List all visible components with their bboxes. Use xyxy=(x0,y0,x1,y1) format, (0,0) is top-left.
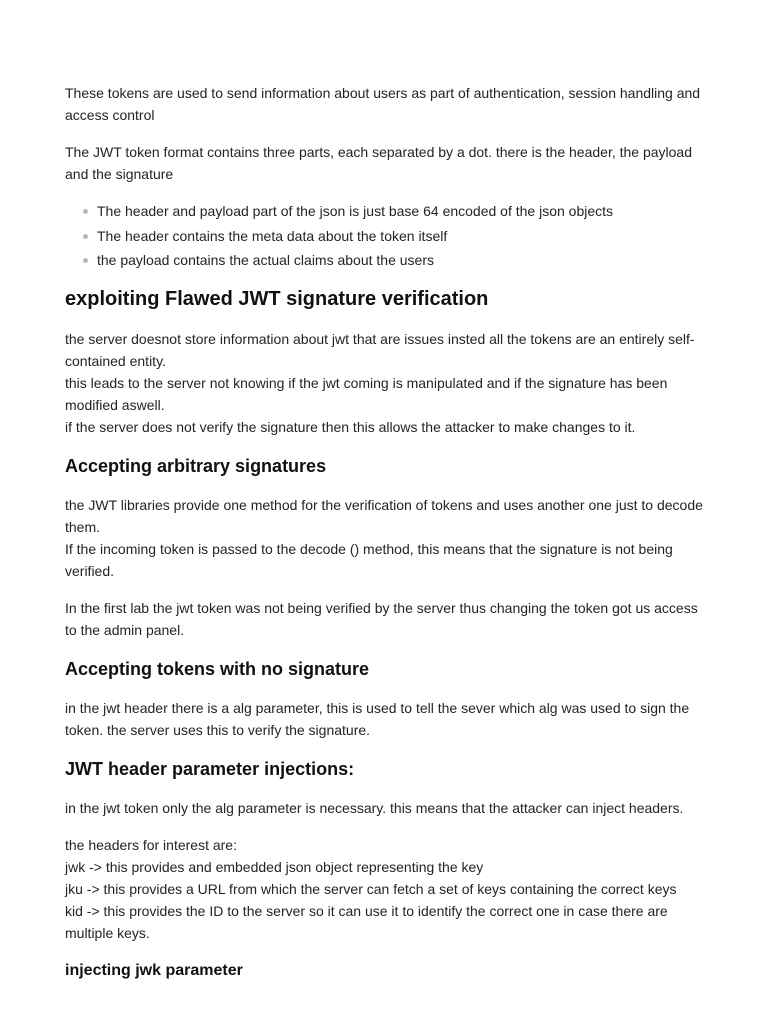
list-item-text: The header and payload part of the json is just base 64 encoded of the json objects xyxy=(97,203,614,219)
paragraph-line: this leads to the server not knowing if the jwt coming is manipulated and if the signature has been modified aswell. xyxy=(65,375,668,413)
flawed-verification-paragraph xyxy=(65,328,705,438)
paragraph-line: if the server does not verify the signature then this allows the attacker to make changes to it. xyxy=(65,419,636,435)
intro-paragraph-1: These tokens are used to send information about users as part of authentication, session handling and access control xyxy=(65,85,701,123)
headers-of-interest-paragraph xyxy=(65,834,705,944)
list-item xyxy=(97,225,705,247)
bullet-dot-icon xyxy=(83,234,88,239)
heading-arbitrary-signatures: Accepting arbitrary signatures xyxy=(65,456,327,476)
list-item-text: the payload contains the actual claims about the users xyxy=(97,252,434,268)
paragraph-line: the server doesnot store information about jwt that are issues insted all the tokens are an entirely self-contained entity. xyxy=(65,331,695,369)
intro-bullet-list xyxy=(65,200,705,271)
heading-jwk-injection: injecting jwk parameter xyxy=(65,962,243,979)
paragraph-line: If the incoming token is passed to the decode () method, this means that the signature is not being verified. xyxy=(65,541,673,579)
heading-flawed-verification: exploiting Flawed JWT signature verification xyxy=(65,288,489,310)
paragraph-line: jku -> this provides a URL from which the server can fetch a set of keys containing the correct keys xyxy=(65,881,677,897)
heading-header-injections: JWT header parameter injections: xyxy=(65,759,355,779)
paragraph-line: the headers for interest are: xyxy=(65,837,237,853)
list-item xyxy=(97,249,705,271)
no-signature-paragraph: in the jwt header there is a alg parameter, this is used to tell the sever which alg was used to sign the token. the server uses this to verify the signature. xyxy=(65,700,690,738)
article-body xyxy=(65,82,705,983)
list-item-text: The header contains the meta data about the token itself xyxy=(97,227,448,244)
arbitrary-signatures-paragraph-2: In the first lab the jwt token was not being verified by the server thus changing the token got us access to the admin panel. xyxy=(65,600,698,638)
bullet-dot-icon xyxy=(83,209,88,214)
paragraph-line: jwk -> this provides and embedded json object representing the key xyxy=(65,859,484,875)
paragraph-line: the JWT libraries provide one method for the verification of tokens and uses another one just to decode them. xyxy=(65,497,703,535)
heading-no-signature: Accepting tokens with no signature xyxy=(65,659,370,679)
intro-paragraph-2: The JWT token format contains three parts, each separated by a dot. there is the header, the payload and the signature xyxy=(65,144,692,182)
paragraph-line: kid -> this provides the ID to the server so it can use it to identify the correct one in case there are multiple keys. xyxy=(65,903,668,941)
bullet-dot-icon xyxy=(83,258,88,263)
list-item xyxy=(97,200,705,222)
header-injections-paragraph: in the jwt token only the alg parameter is necessary. this means that the attacker can inject headers. xyxy=(65,800,684,816)
arbitrary-signatures-paragraph-1 xyxy=(65,494,705,582)
